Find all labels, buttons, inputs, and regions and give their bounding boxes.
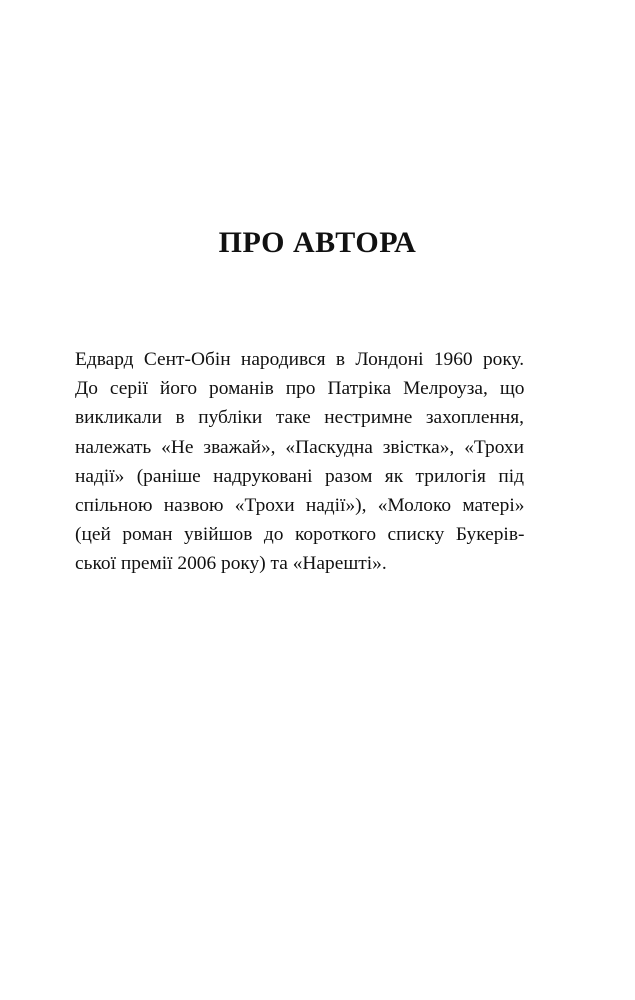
bio-line-3: викликали в публіки таке нестримне захоплення, bbox=[75, 407, 524, 429]
author-bio-paragraph bbox=[75, 345, 524, 579]
page-title: ПРО АВТОРА bbox=[218, 226, 417, 259]
bio-line-2: До серії його романів про Патріка Мелроуза, що bbox=[75, 378, 525, 400]
bio-line-4: належать «Не зважай», «Паскудна звістка», «Трохи bbox=[75, 436, 524, 458]
bio-line-1: Едвард Сент-Обін народився в Лондоні 1960 року. bbox=[75, 349, 525, 370]
bio-line-7: (цей роман увійшов до короткого списку Букерів- bbox=[75, 524, 525, 546]
bio-line-8: ської премії 2006 року) та «Нарешті». bbox=[75, 553, 387, 575]
bio-line-5: надії» (раніше надруковані разом як трилогія під bbox=[75, 465, 524, 487]
bio-line-6: спільною назвою «Трохи надії»), «Молоко матері» bbox=[75, 494, 525, 516]
